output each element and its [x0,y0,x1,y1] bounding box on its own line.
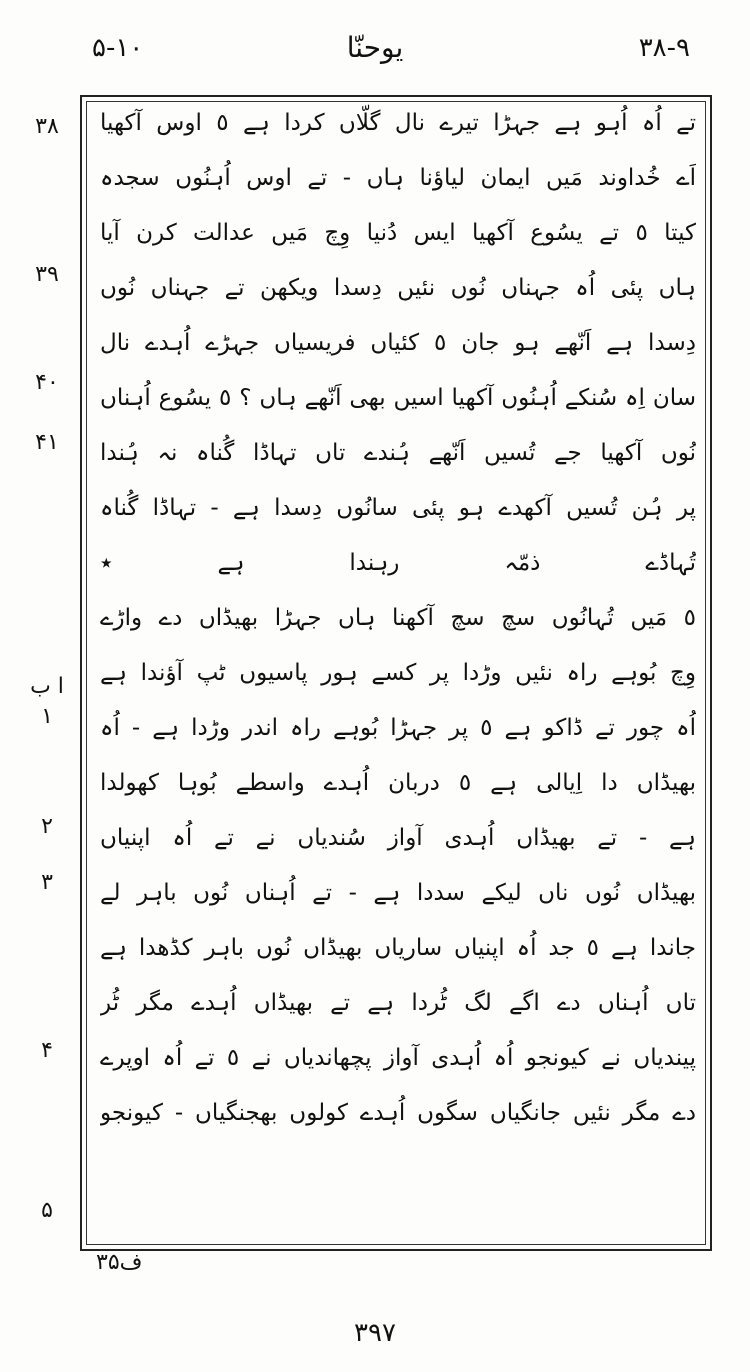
verse-number: ۴۱ [35,430,59,455]
text-line: بھیڈاں نُوں ناں لیکے سددا ہے - تے اُہناں نُوں باہر لے [100,880,696,906]
text-line: ہاں پئی اُہ جہناں نُوں نئیں دِسدا ویکھن تے جہناں نُوں [100,275,696,301]
text-line: تُہاڈے ذمّہ رہندا ہے ٭ [100,550,696,576]
verse-number: ۳ [41,870,53,895]
text-line: تے اُہ اُہو ہے جہڑا تیرے نال گلّاں کردا ہے ٥ اوس آکھیا [100,110,696,136]
text-line: پر ہُن تُسیں آکھدے ہو پئی سانُوں دِسدا ہے - تہاڈا گُناہ [100,495,696,521]
verse-number: ۴ [41,1038,53,1063]
text-line: کیتا ٥ تے یسُوع آکھیا ایس دُنیا وِچ مَیں عدالت کرن آیا [100,220,696,246]
text-line: بھیڈاں دا اِیالی ہے ٥ دربان اُہدے واسطے بُوہا کھولدا [100,770,696,796]
header-verse-range-left: ۵-۱۰ [92,33,144,63]
text-line: ہے - تے بھیڈاں اُہدی آواز سُندیاں نے تے اُہ اپنیاں [100,825,696,851]
text-line: تاں اُہناں دے اگے لگ ٹُردا ہے تے بھیڈاں اُہدے مگر ٹُر [100,990,696,1016]
verse-number: ۴۰ [35,370,59,395]
text-line: دے مگر نئیں جانگیاں سگوں اُہدے کولوں بھجنگیاں - کیونجو [100,1100,696,1126]
text-line: ٥ مَیں تُہانُوں سچ سچ آکھنا ہاں جہڑا بھیڈاں دے واڑے [100,605,696,631]
text-line: سان اِہ سُنکے اُہنُوں آکھیا اسیں بھی اَنّھے ہاں ؟ ٥ یسُوع اُہناں [100,385,696,411]
verse-number: ۳۹ [35,262,59,287]
text-line: اُہ چور تے ڈاکو ہے ٥ پر جہڑا بُوہے راہ اندر وڑدا ہے - اُہ [100,715,696,741]
text-line: وِچ بُوہے راہ نئیں وڑدا پر کسے ہور پاسیوں ٹپ آؤندا ہے [100,660,696,686]
text-line: جاندا ہے ٥ جد اُہ اپنیاں ساریاں بھیڈاں نُوں باہر کڈھدا ہے [100,935,696,961]
text-line: پیندیاں نے کیونجو اُہ اُہدی آواز پچھاندیاں نے ٥ تے اُہ اوپرے [100,1045,696,1071]
text-line: نُوں آکھیا جے تُسیں اَنّھے ہُندے تاں تہاڈا گُناہ نہ ہُندا [100,440,696,466]
header-verse-range-right: ۳۸-۹ [638,33,690,63]
header-book-title: یوحنّا [346,31,404,64]
verse-number: ۲ [41,814,53,839]
text-line: دِسدا ہے اَنّھے ہو جان ٥ کئیاں فریسیاں جہڑے اُہدے نال [100,330,696,356]
page-number: ۳۹۷ [354,1318,396,1348]
text-line: اَے خُداوند مَیں ایمان لیاؤنا ہاں - تے اوس اُہنُوں سجدہ [100,165,696,191]
verse-number: ۳۸ [35,114,59,139]
verse-number: ا ب ۱ [30,674,64,729]
verse-number: ۵ [41,1198,53,1223]
signature-mark: ۳۵ف [96,1250,143,1275]
